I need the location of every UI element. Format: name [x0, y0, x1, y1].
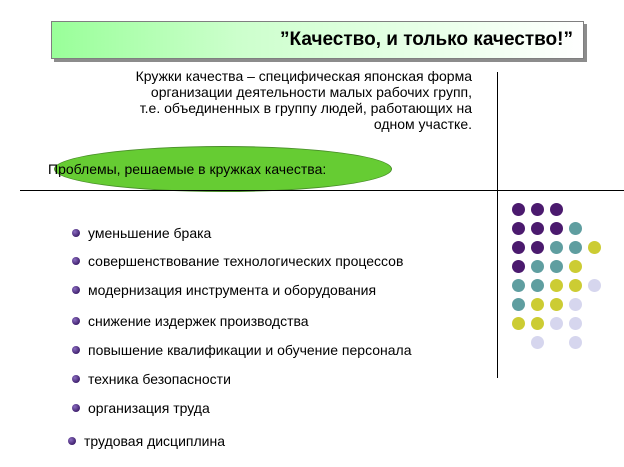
title-banner [51, 21, 584, 59]
dot-teal [550, 241, 563, 254]
dot-yellow [550, 298, 563, 311]
dot-lavender [569, 317, 582, 330]
dot-yellow [588, 241, 601, 254]
dot-yellow [569, 260, 582, 273]
dot-purple [550, 203, 563, 216]
horizontal-divider [20, 190, 624, 191]
list-item-label: техника безопасности [88, 371, 231, 387]
dot-lavender [569, 298, 582, 311]
list-item-label: совершенствование технологических процессов [88, 253, 404, 269]
problems-label: Проблемы, решаемые в кружках качества: [48, 161, 327, 177]
dot-yellow [512, 317, 525, 330]
bullet-icon [72, 346, 80, 354]
list-item-label: уменьшение брака [88, 225, 212, 241]
list-item-label: организация труда [88, 400, 210, 416]
dot-yellow [531, 298, 544, 311]
bullet-icon [72, 257, 80, 265]
dot-teal [531, 279, 544, 292]
dot-purple [512, 203, 525, 216]
dot-teal [569, 222, 582, 235]
list-item [72, 371, 231, 387]
bullet-icon [72, 286, 80, 294]
list-item [68, 433, 225, 449]
slide-title: ”Качество, и только качество!” [280, 29, 573, 50]
list-item-label: модернизация инструмента и оборудования [88, 282, 377, 298]
dot-lavender [569, 336, 582, 349]
dot-lavender [550, 317, 563, 330]
dot-teal [512, 298, 525, 311]
dot-lavender [531, 336, 544, 349]
dot-yellow [531, 317, 544, 330]
bullet-icon [72, 229, 80, 237]
bullet-icon [72, 375, 80, 383]
dot-teal [569, 241, 582, 254]
bullet-icon [72, 317, 80, 325]
dot-teal [512, 279, 525, 292]
dot-purple [512, 241, 525, 254]
dot-purple [550, 222, 563, 235]
list-item [72, 313, 309, 329]
list-item-label: снижение издержек производства [88, 313, 309, 329]
vertical-divider [497, 72, 498, 378]
list-item-label: повышение квалификации и обучение персонала [88, 342, 412, 358]
dot-purple [531, 241, 544, 254]
dot-purple [531, 203, 544, 216]
list-item [72, 342, 411, 358]
list-item [72, 282, 376, 298]
dot-purple [512, 222, 525, 235]
list-item [72, 253, 403, 269]
dot-yellow [550, 279, 563, 292]
bullet-icon [68, 437, 76, 445]
dot-teal [550, 260, 563, 273]
list-item [72, 225, 211, 241]
dot-purple [512, 260, 525, 273]
list-item [72, 400, 210, 416]
dot-yellow [569, 279, 582, 292]
list-item-label: трудовая дисциплина [84, 433, 225, 449]
dot-lavender [588, 279, 601, 292]
dot-teal [531, 260, 544, 273]
dot-purple [531, 222, 544, 235]
bullet-icon [72, 404, 80, 412]
intro-text: Кружки качества – специфическая японская форма организации деятельности малых рабочих групп, т.е. объединенных в группу людей, работающих на одном участке. [135, 68, 472, 132]
